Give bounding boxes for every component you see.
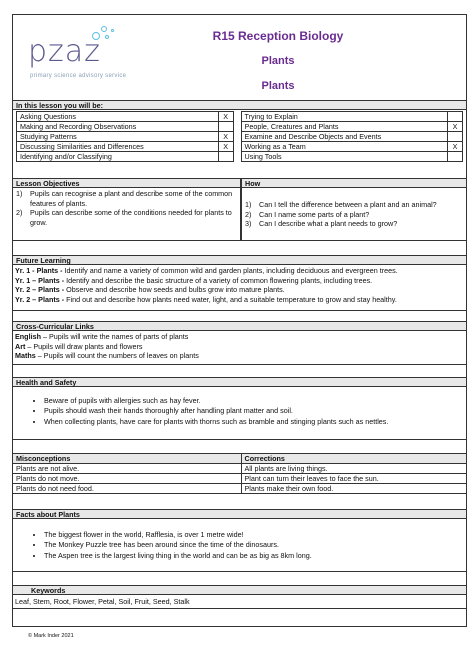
skill-label: People, Creatures and Plants: [241, 122, 448, 132]
correction-cell: All plants are living things.: [241, 464, 466, 474]
facts-list: [18, 530, 474, 561]
page-title: R15 Reception Biology: [212, 29, 344, 43]
fact-item: • The biggest flower in the world, Rafflesia, is over 1 metre wide!: [44, 530, 474, 540]
future-learning-heading: Future Learning: [12, 255, 467, 265]
how-heading: How: [241, 178, 467, 188]
misconception-cell: Plants are not alive.: [13, 464, 242, 474]
health-safety-item: • Pupils should wash their hands thoroughly after handling plant matter and soil.: [44, 406, 474, 416]
skill-label: Making and Recording Observations: [17, 122, 219, 132]
corrections-heading: Corrections: [241, 454, 466, 464]
table-row: [13, 484, 467, 494]
cross-curricular-list: [15, 332, 465, 361]
future-learning-item: Yr. 2 – Plants - Find out and describe how plants need water, light, and a suitable temperature to grow and stay healthy.: [15, 294, 397, 304]
skill-label: Working as a Team: [241, 142, 448, 152]
skill-label: Discussing Similarities and Differences: [17, 142, 219, 152]
skill-label: Trying to Explain: [241, 112, 448, 122]
lesson-skills-heading: In this lesson you will be:: [12, 100, 467, 110]
skill-label: Studying Patterns: [17, 132, 219, 142]
future-learning-item: Yr. 2 – Plants - Observe and describe how seeds and bulbs grow into mature plants.: [15, 285, 285, 295]
misconception-cell: Plants do not need food.: [13, 484, 242, 494]
health-safety-list: [18, 396, 474, 427]
fact-item: • The Aspen tree is the largest living thing in the world and can be as big as 8km long.: [44, 551, 474, 561]
skill-mark: X: [448, 142, 463, 152]
lesson-skills-table: [16, 111, 463, 162]
how-item: 3) Can I describe what a plant needs to grow?: [245, 219, 398, 229]
objectives-heading: Lesson Objectives: [12, 178, 241, 188]
spacer-cell: [233, 142, 241, 152]
fact-item: • The Monkey Puzzle tree has been around since the time of the dinosaurs.: [44, 540, 474, 550]
spacer-cell: [233, 132, 241, 142]
table-row: [17, 122, 463, 132]
skill-label: Asking Questions: [17, 112, 219, 122]
cross-curricular-item: Art – Pupils will draw plants and flowers: [15, 341, 143, 351]
correction-cell: Plants make their own food.: [241, 484, 466, 494]
topic-title: Plants: [261, 80, 295, 92]
misconceptions-table: [12, 453, 467, 494]
how-item: 2) Can I name some parts of a plant?: [245, 209, 370, 219]
cross-curricular-item: Maths – Pupils will count the numbers of leaves on plants: [15, 351, 199, 361]
table-row: [17, 132, 463, 142]
correction-cell: Plant can turn their leaves to face the sun.: [241, 474, 466, 484]
health-safety-item: • When collecting plants, have care for plants with thorns such as bramble and stinging plants such as nettles.: [44, 417, 474, 427]
copyright-footer: © Mark Inder 2021: [28, 633, 74, 639]
skill-mark: [218, 152, 233, 162]
skill-mark: X: [218, 112, 233, 122]
cross-curricular-item: English – Pupils will write the names of parts of plants: [15, 332, 189, 341]
misconceptions-heading: Misconceptions: [13, 454, 242, 464]
keywords-text: Leaf, Stem, Root, Flower, Petal, Soil, Fruit, Seed, Stalk: [15, 597, 190, 606]
objectives-list: [16, 189, 238, 227]
table-row: [17, 112, 463, 122]
health-safety-item: • Beware of pupils with allergies such as hay fever.: [44, 396, 474, 406]
keywords-heading: Keywords: [12, 585, 467, 595]
logo-tagline: primary science advisory service: [30, 73, 127, 79]
table-row: [13, 474, 467, 484]
skill-label: Identifying and/or Classifying: [17, 152, 219, 162]
skill-mark: [448, 152, 463, 162]
subject-title: Plants: [261, 55, 295, 67]
future-learning-list: [15, 266, 465, 304]
future-learning-item: Yr. 1 – Plants - Identify and describe the basic structure of a variety of common flowering plants, including trees.: [15, 275, 373, 285]
skill-mark: X: [218, 132, 233, 142]
skill-mark: [448, 112, 463, 122]
logo: pzaz: [28, 34, 101, 69]
table-row: [13, 464, 467, 474]
cross-curricular-heading: Cross-Curricular Links: [12, 321, 467, 331]
skill-mark: [448, 132, 463, 142]
objective-item: 1) Pupils can recognise a plant and describe some of the common features of plants.: [16, 189, 233, 208]
skill-label: Examine and Describe Objects and Events: [241, 132, 448, 142]
how-list: [245, 200, 465, 229]
spacer-cell: [233, 112, 241, 122]
skill-mark: X: [448, 122, 463, 132]
skill-label: Using Tools: [241, 152, 448, 162]
objective-item: 2) Pupils can describe some of the conditions needed for plants to grow.: [16, 208, 232, 227]
logo-bubbles-icon: [92, 26, 118, 46]
spacer-cell: [233, 152, 241, 162]
skill-mark: X: [218, 142, 233, 152]
spacer-cell: [233, 122, 241, 132]
table-row: [17, 152, 463, 162]
misconception-cell: Plants do not move.: [13, 474, 242, 484]
facts-heading: Facts about Plants: [12, 509, 467, 519]
skill-mark: [218, 122, 233, 132]
how-item: 1) Can I tell the difference between a plant and an animal?: [245, 200, 437, 209]
table-row: [17, 142, 463, 152]
health-safety-heading: Health and Safety: [12, 377, 467, 387]
future-learning-item: Yr. 1 - Plants - Identify and name a variety of common wild and garden plants, including deciduous and evergreen trees.: [15, 266, 398, 275]
